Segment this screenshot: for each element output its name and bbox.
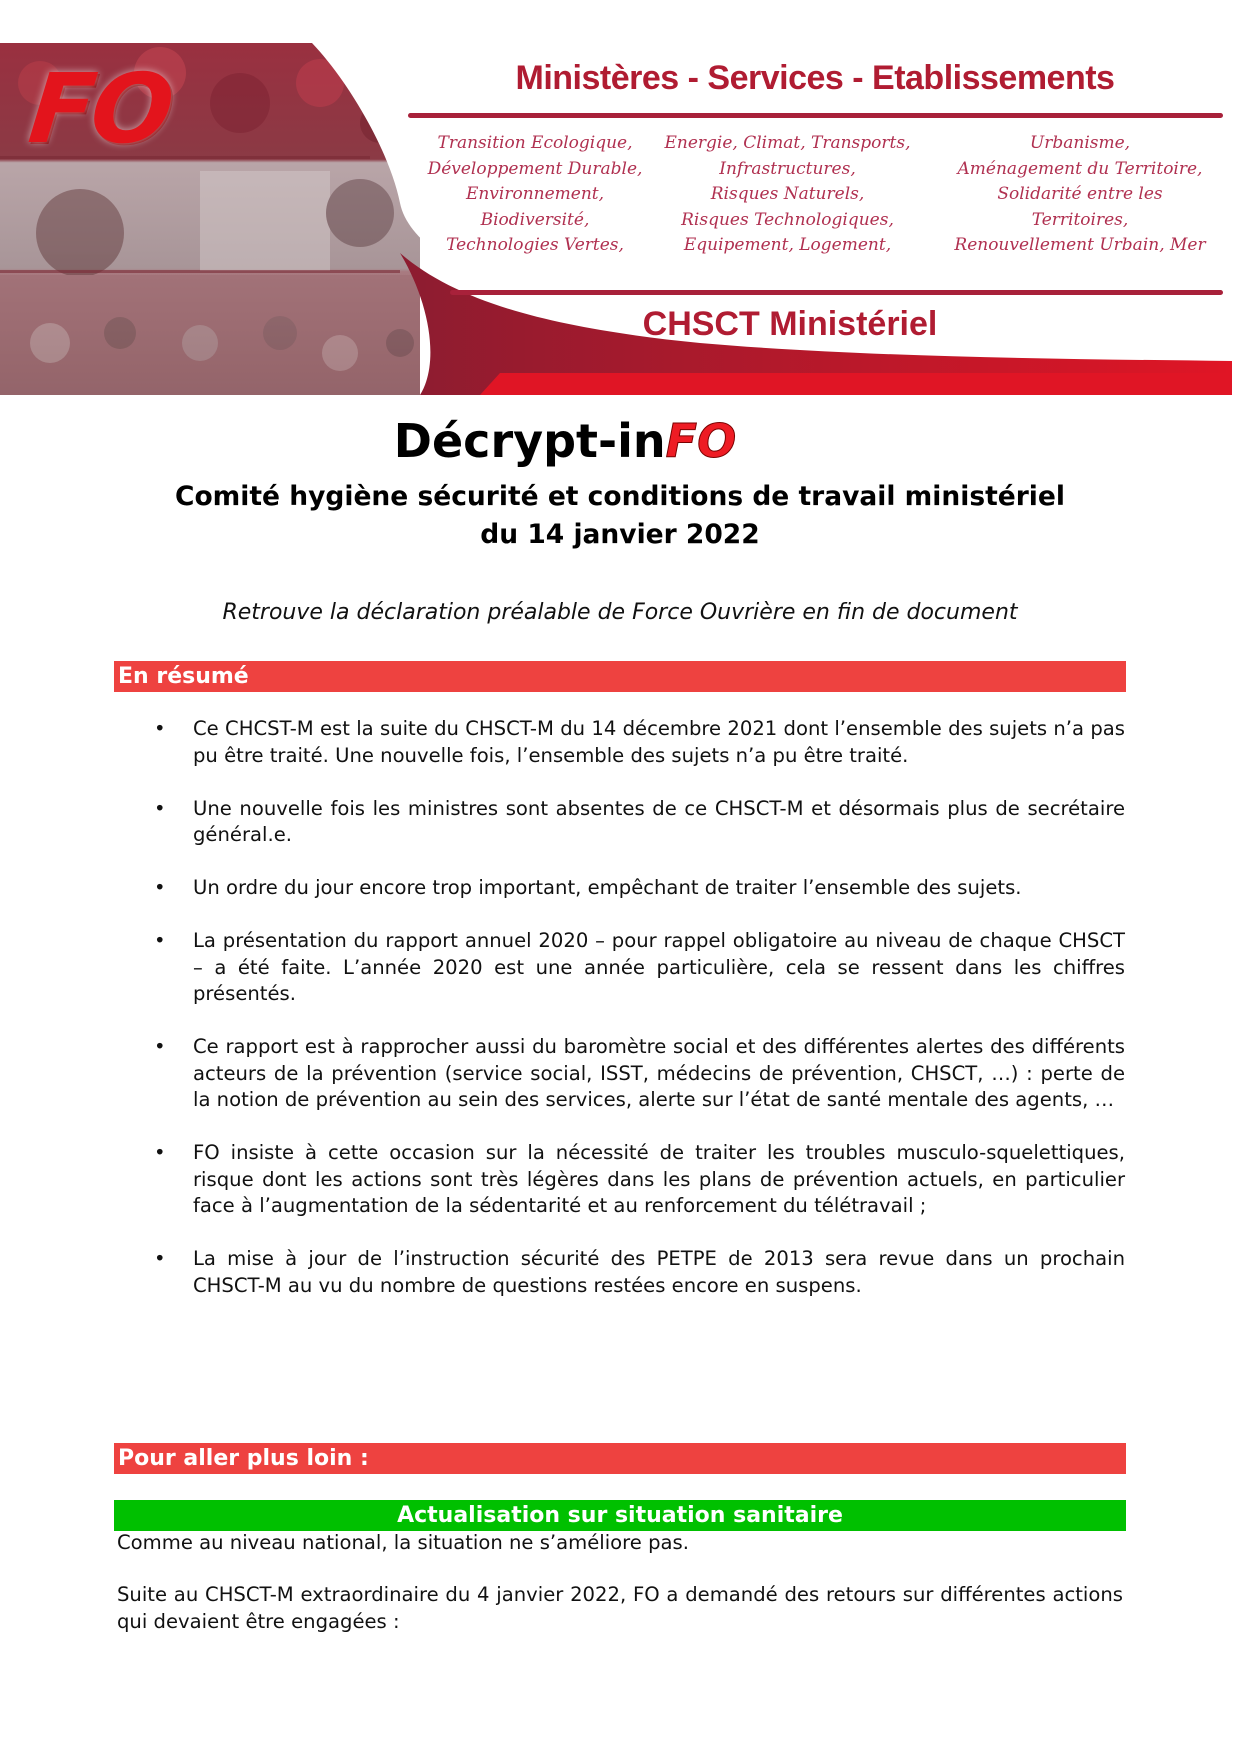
theme-item: Infrastructures, <box>719 158 856 179</box>
list-item <box>150 1034 1125 1114</box>
list-item <box>150 1140 1125 1220</box>
theme-column-1 <box>410 131 660 259</box>
list-item <box>150 928 1125 1008</box>
banner-subtitle: CHSCT Ministériel <box>642 305 938 343</box>
bullet-icon: • <box>154 1035 166 1058</box>
theme-item: Développement Durable, <box>427 158 643 179</box>
theme-item: Technologies Vertes, <box>446 235 624 255</box>
list-item <box>150 796 1125 849</box>
summary-list <box>150 716 1125 1326</box>
list-item <box>150 1246 1125 1299</box>
theme-item: Renouvellement Urbain, Mer <box>954 235 1206 255</box>
intro-note: Retrouve la déclaration préalable de Force Ouvrière en fin de document <box>222 600 1018 625</box>
banner-divider-top <box>408 113 1223 118</box>
bullet-icon: • <box>154 876 166 899</box>
title-fo-logo: FO <box>665 414 737 468</box>
banner-divider-bottom <box>450 290 1223 295</box>
theme-item: Biodiversité, <box>480 209 590 230</box>
theme-item: Aménagement du Territoire, <box>957 158 1203 179</box>
document-subtitle <box>0 478 1240 554</box>
theme-item: Environnement, <box>465 184 605 204</box>
theme-item: Transition Ecologique, <box>437 133 633 153</box>
list-item <box>150 875 1125 902</box>
section-heading-further: Pour aller plus loin : <box>114 1443 1126 1474</box>
list-item-text: Un ordre du jour encore trop important, empêchant de traiter l’ensemble des sujets. <box>193 876 1022 899</box>
section-heading-resume: En résumé <box>114 661 1126 692</box>
theme-column-3 <box>930 131 1230 259</box>
title-prefix: Décrypt-in <box>393 414 666 468</box>
list-item-text: Une nouvelle fois les ministres sont absentes de ce CHSCT-M et désormais plus de secrétaire général.e. <box>193 796 1125 846</box>
theme-item: Solidarité entre les <box>997 184 1163 204</box>
list-item-text: FO insiste à cette occasion sur la nécessité de traiter les troubles musculo-squelettiques, risque dont les actions sont très légères dans les plans de prévention actuels, en particulier face à l’augmentation de la sédentarité et au renforcement du télétravail ; <box>193 1141 1125 1217</box>
subsection-heading-sanitary: Actualisation sur situation sanitaire <box>114 1500 1126 1531</box>
theme-column-2 <box>650 131 925 259</box>
list-item <box>150 716 1125 769</box>
list-item-text: Ce CHCST-M est la suite du CHSCT-M du 14 décembre 2021 dont l’ensemble des sujets n’a pas pu être traité. Une nouvelle fois, l’ensemble des sujets n’a pu être traité. <box>193 717 1125 767</box>
theme-item: Territoires, <box>1031 209 1129 230</box>
bullet-icon: • <box>154 796 166 820</box>
theme-item: Urbanisme, <box>1029 133 1131 153</box>
fo-logo: FO <box>24 53 176 165</box>
bullet-icon: • <box>154 1141 166 1164</box>
bullet-icon: • <box>154 1247 166 1270</box>
theme-item: Equipement, Logement, <box>683 235 892 255</box>
list-item-text: La mise à jour de l’instruction sécurité des PETPE de 2013 sera revue dans un prochain CHSCT-M au vu du nombre de questions restées encore en suspens. <box>193 1247 1125 1297</box>
bullet-icon: • <box>154 717 166 740</box>
list-item-text: La présentation du rapport annuel 2020 – pour rappel obligatoire au niveau de chaque CHSCT – a été faite. L’année 2020 est une année particulière, cela se ressent dans les chiffres présentés. <box>193 929 1125 1005</box>
paragraph: Suite au CHSCT-M extraordinaire du 4 janvier 2022, FO a demandé des retours sur différentes actions qui devaient être engagées : <box>117 1583 1123 1633</box>
banner-title: Ministères - Services - Etablissements <box>515 59 1115 97</box>
header-banner <box>0 43 1232 395</box>
theme-item: Energie, Climat, Transports, <box>664 133 911 153</box>
bullet-icon: • <box>154 929 166 952</box>
document-title <box>0 414 1240 468</box>
subtitle-line-1: Comité hygiène sécurité et conditions de travail ministériel <box>175 481 1065 512</box>
paragraph: Comme au niveau national, la situation ne s’améliore pas. <box>117 1531 689 1554</box>
subtitle-line-2: du 14 janvier 2022 <box>480 519 760 550</box>
theme-item: Risques Technologiques, <box>681 209 894 230</box>
theme-item: Risques Naturels, <box>710 184 865 204</box>
list-item-text: Ce rapport est à rapprocher aussi du baromètre social et des différentes alertes des différents acteurs de la prévention (service social, ISST, médecins de prévention, CHSCT, …) : perte de la notion de prévention au sein des services, alerte sur l’état de santé mentale des agents, … <box>193 1035 1125 1111</box>
